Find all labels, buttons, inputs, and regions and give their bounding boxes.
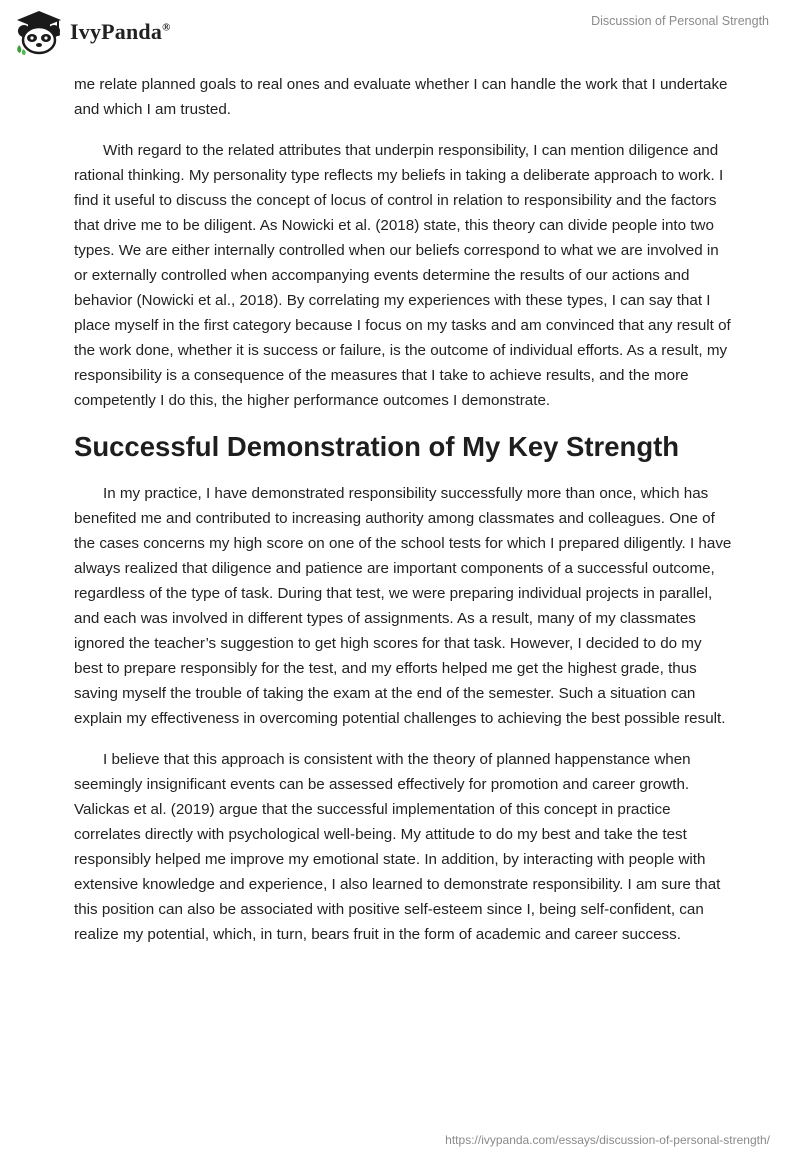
registered-mark: ®	[162, 21, 171, 34]
paragraph-2: With regard to the related attributes that underpin responsibility, I can mention diligence and rational thinking. My personality type reflects my beliefs in taking a deliberate approach to work. I find it useful to discuss the concept of locus of control in relation to responsibility and the factors that drive me to be diligent. As Nowicki et al. (2018) state, this theory can divide people into two types. We are either internally controlled when our beliefs correspond to what we are involved in or externally controlled when accompanying events determine the results of our actions and behavior (Nowicki et al., 2018). By correlating my experiences with these types, I can say that I place myself in the first category because I focus on my tasks and am convinced that any result of the work done, whether it is success or failure, is the outcome of individual efforts. As a result, my responsibility is a consequence of the measures that I take to achieve results, and the more competently I do this, the higher performance outcomes I demonstrate.	[74, 142, 731, 409]
brand-name-text: IvyPanda	[70, 19, 163, 44]
essay-content	[74, 72, 734, 963]
page-header	[0, 0, 800, 62]
brand-name	[70, 19, 171, 45]
panda-graduate-icon	[14, 9, 64, 55]
document-title: Discussion of Personal Strength	[591, 14, 769, 28]
paragraph-3: In my practice, I have demonstrated responsibility successfully more than once, which has benefited me and contributed to increasing authority among classmates and colleagues. One of the cases concerns my high score on one of the school tests for which I prepared diligently. I have always realized that diligence and patience are important components of a successful outcome, regardless of the type of task. During that test, we were preparing individual projects in parallel, and each was involved in different types of assignments. As a result, many of my classmates ignored the teacher’s suggestion to get high scores for that task. However, I decided to do my best to prepare responsibly for the test, and my efforts helped me get the highest grade, thus saving myself the trouble of taking the exam at the end of the semester. Such a situation can explain my effectiveness in overcoming potential challenges to achieving the best possible result.	[74, 485, 732, 727]
source-url[interactable]: https://ivypanda.com/essays/discussion-of-personal-strength/	[445, 1133, 770, 1147]
brand-logo[interactable]	[14, 8, 171, 56]
paragraph-1: me relate planned goals to real ones and evaluate whether I can handle the work that I undertake and which I am trusted.	[74, 76, 728, 118]
section-heading: Successful Demonstration of My Key Strength	[74, 431, 680, 462]
paragraph-4: I believe that this approach is consistent with the theory of planned happenstance when seemingly insignificant events can be assessed effectively for promotion and career growth. Valickas et al. (2019) argue that the successful implementation of this concept in practice correlates directly with psychological well-being. My attitude to do my best and take the test responsibly helped me improve my emotional state. In addition, by interacting with people with extensive knowledge and experience, I also learned to demonstrate responsibility. I am sure that this position can also be associated with positive self-esteem since I, being self-confident, can realize my potential, which, in turn, bears fruit in the form of academic and career success.	[74, 751, 721, 943]
